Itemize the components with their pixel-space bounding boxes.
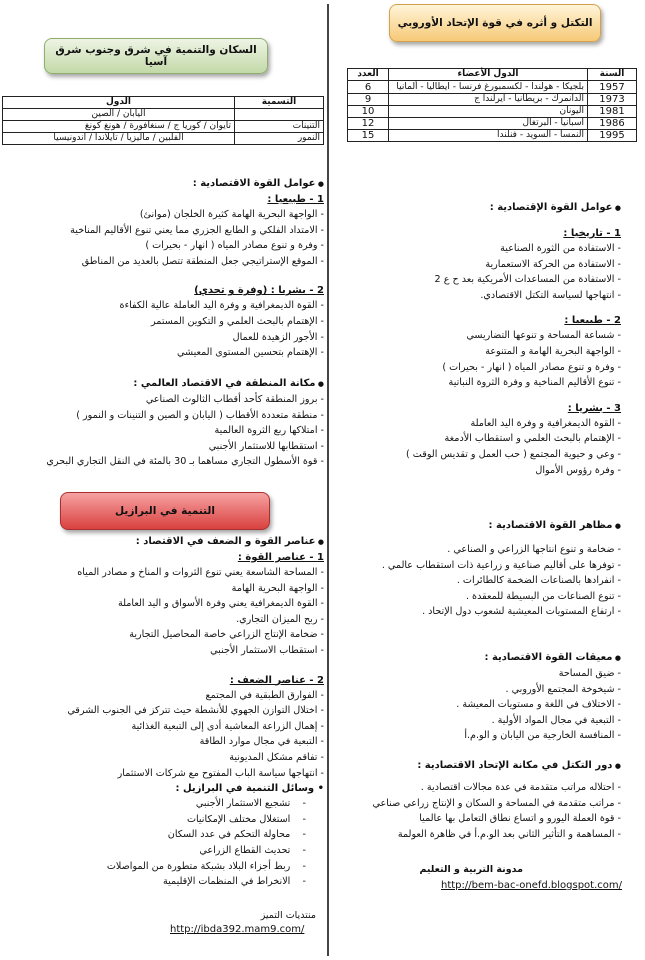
- list-item: - الامتداد الفلكي و الطابع الجزري مما يعني تنوع الأقاليم المناخية: [4, 223, 324, 239]
- list-item: - منطقة متعددة الأقطاب ( اليابان و الصين و التنينات و النمور ): [4, 408, 324, 424]
- year-cell: 1995: [588, 130, 637, 142]
- count-cell: 15: [348, 130, 389, 142]
- list-item: - المنافسة الخارجية من اليابان و الو.م.أ: [331, 728, 621, 744]
- countries-cell: الفلبين / ماليزيا / تايلاندا / اندونيسيا: [3, 133, 235, 145]
- asia-position-title: ● مكانة المنطقة في الاقتصاد العالمي :: [4, 376, 324, 392]
- asia-factors: [4, 176, 324, 361]
- list-item: - الإهتمام بالبحث العلمي و التكوين المستمر: [4, 314, 324, 330]
- list-item: - القوة الديمغرافية يعني وفرة الأسواق و اليد العاملة: [4, 596, 324, 612]
- members-cell: الدانمرك - بريطانيا - ايرلندا ج: [389, 94, 588, 106]
- countries-cell: اليابان / الصين: [3, 109, 235, 121]
- table-header: التسمية: [235, 97, 324, 109]
- list-item: - تحديث القطاع الزراعي: [4, 843, 306, 859]
- asia-section-title: السكان والتنمية في شرق وجنوب شرق آسيا: [44, 38, 268, 74]
- brazil-elements-title: ● عناصر القوة و الضعف في الاقتصاد :: [4, 534, 324, 550]
- list-item: - محاولة التحكم في عدد السكان: [4, 827, 306, 843]
- list-item: - الواجهة البحرية الهامة: [4, 581, 324, 597]
- table-header: العدد: [348, 69, 389, 81]
- list-item: - الاستفادة من الثورة الصناعية: [331, 241, 621, 257]
- count-cell: 12: [348, 118, 389, 130]
- list-item: - الانخراط في المنظمات الإقليمية: [4, 874, 306, 890]
- brazil-elements: [4, 534, 324, 890]
- list-item: - الواجهة البحرية الهامة و المتنوعة: [331, 344, 621, 360]
- name-cell: النمور: [235, 133, 324, 145]
- table-header: الدول الأعضاء: [389, 69, 588, 81]
- list-item: - انتهاجها لسياسة التكتل الاقتصادي.: [331, 288, 621, 304]
- eu-source-link[interactable]: http://bem-bac-onefd.blogspot.com/: [441, 880, 623, 891]
- eu-role: [331, 758, 621, 842]
- eu-factors: [331, 200, 621, 478]
- brazil-weakness-title: 2 - عناصر الضعف :: [229, 674, 324, 686]
- table-row: [3, 109, 324, 121]
- list-item: - الفوارق الطبقية في المجتمع: [4, 688, 324, 704]
- list-item: - القوة الديمغرافية و وفرة اليد العاملة: [331, 416, 621, 432]
- asia-factors-title: ● عوامل القوة الاقتصادية :: [4, 176, 324, 192]
- list-item: - استقطاب الاستثمار الأجنبي: [4, 643, 324, 659]
- count-cell: 10: [348, 106, 389, 118]
- list-item: - القوة الديمغرافية و وفرة اليد العاملة عالية الكفاءة: [4, 298, 324, 314]
- list-item: - تنوع الصناعات من البسيطة للمعقدة .: [331, 589, 621, 605]
- list-item: - الإهتمام بالبحث العلمي و استقطاب الأدمغة: [331, 431, 621, 447]
- countries-cell: تايوان / كوريا ج / سنغافورة / هونغ كونغ: [3, 121, 235, 133]
- list-item: - الاختلاف في اللغة و مستويات المعيشة .: [331, 697, 621, 713]
- list-item: - انتهاجها سياسة الباب المفتوح مع شركات الاستثمار: [4, 766, 324, 782]
- count-cell: 9: [348, 94, 389, 106]
- brazil-strength-title: 1 - عناصر القوة :: [237, 552, 324, 563]
- members-cell: بلجيكا - هولندا - لكسمبورغ فرنسا - ايطاليا - ألمانيا: [389, 81, 588, 94]
- table-header: الدول: [3, 97, 235, 109]
- list-item: - وفرة رؤوس الأموال: [331, 463, 621, 479]
- list-item: - ربط أجزاء البلاد بشبكة متطورة من المواصلات: [4, 859, 306, 875]
- list-item: - المساهمة و التأثير الثاني بعد الو.م.أ في ظاهرة العولمة: [331, 827, 621, 843]
- list-item: - مراتب متقدمة في المساحة و السكان و الإنتاج زراعي صناعي: [331, 796, 621, 812]
- list-item: - احتلاله مراتب متقدمة في عدة مجالات اقتصادية .: [331, 780, 621, 796]
- list-item: - إهمال الزراعة المعاشية أدى إلى التبعية الغذائية: [4, 719, 324, 735]
- list-item: - ضخامة الإنتاج الزراعي خاصة المحاصيل التجارية: [4, 627, 324, 643]
- asia-natural-title: 1 - طبيعيا :: [267, 194, 324, 205]
- list-item: - الواجهة البحرية الهامة كثيرة الخلجان (موانئ): [4, 207, 324, 223]
- list-item: - تشجيع الاستثمار الأجنبي: [4, 796, 306, 812]
- name-cell: التنينات: [235, 121, 324, 133]
- year-cell: 1973: [588, 94, 637, 106]
- list-item: - تنوع الأقاليم المناخية و وفرة الثروة النباتية: [331, 375, 621, 391]
- table-row: [348, 130, 637, 142]
- list-item: - استغلال مختلف الإمكانيات: [4, 812, 306, 828]
- eu-obstacles-title: ● معيقات القوة الاقتصادية :: [331, 650, 621, 666]
- asia-brazil-column: [2, 0, 324, 960]
- eu-historical-title: 1 - تاريخيا :: [563, 228, 621, 239]
- members-cell: اليونان: [389, 106, 588, 118]
- list-item: - الموقع الإستراتيجي جعل المنطقة تتصل بالعديد من المناطق: [4, 254, 324, 270]
- eu-human-title: 3 - بشريا :: [567, 402, 621, 414]
- list-item: - قوة الأسطول التجاري مساهما بـ 30 بالمئة في النقل التجاري البحري: [4, 454, 324, 470]
- table-row: [3, 133, 324, 145]
- column-divider: [327, 4, 329, 956]
- table-row: [348, 94, 637, 106]
- list-item: - الاستفادة من الحركة الاستعمارية: [331, 257, 621, 273]
- list-item: - اختلال التوازن الجهوي للأنشطة حيث تتركز في الجنوب الشرقي: [4, 703, 324, 719]
- brazil-section-title: التنمية في البرازيل: [60, 492, 270, 530]
- eu-natural-title: 2 - طبيعيا :: [564, 315, 621, 327]
- list-item: - وفرة و تنوع مصادر المياه ( انهار - بحيرات ): [331, 360, 621, 376]
- brazil-source: منتديات التميز: [260, 910, 316, 921]
- list-item: - ضخامة و تنوع انتاجها الزراعي و الصناعي .: [331, 542, 621, 558]
- table-header: السنة: [588, 69, 637, 81]
- eu-source: مدونة التربية و التعليم: [419, 864, 523, 875]
- list-item: - وعي و حيوية المجتمع ( حب العمل و تقديس الوقت ): [331, 447, 621, 463]
- eu-members-table: [347, 68, 637, 142]
- table-row: [3, 121, 324, 133]
- table-row: [348, 81, 637, 94]
- list-item: - وفرة و تنوع مصادر المياه ( انهار - بحيرات ): [4, 238, 324, 254]
- eu-role-title: ● دور التكتل في مكانة الإتحاد الاقتصادية :: [331, 758, 621, 774]
- members-cell: اسبانيا - البرتغال: [389, 118, 588, 130]
- list-item: - شساعة المساحة و تنوعها التضاريسي: [331, 328, 621, 344]
- list-item: - قوة العملة اليورو و اتساع نطاق التعامل بها عالميا: [331, 811, 621, 827]
- brazil-source-link[interactable]: http://ibda392.mam9.com/: [170, 924, 305, 935]
- count-cell: 6: [348, 81, 389, 94]
- eu-manifest-title: ● مظاهر القوة الاقتصادية :: [331, 518, 621, 534]
- asia-human-title: 2 - بشريا : (وفرة و تحدي): [194, 285, 324, 297]
- eu-factors-title: ● عوامل القوة الإقتصادية :: [331, 200, 621, 216]
- list-item: - ارتفاع المستويات المعيشية لشعوب دول الإتحاد .: [331, 604, 621, 620]
- list-item: - بروز المنطقة كأحد أقطاب الثالوث الصناعي: [4, 392, 324, 408]
- list-item: - الإهتمام بتحسين المستوى المعيشي: [4, 345, 324, 361]
- list-item: - توفرها على أقاليم صناعية و زراعية ذات استقطاب عالمي .: [331, 558, 621, 574]
- list-item: - الاستفادة من المساعدات الأمريكية بعد ح ع 2: [331, 272, 621, 288]
- name-cell: [235, 109, 324, 121]
- list-item: - انفرادها بالصناعات الضخمة كالطائرات .: [331, 573, 621, 589]
- list-item: - استقطابها للاستثمار الأجنبي: [4, 439, 324, 455]
- table-row: [348, 118, 637, 130]
- members-cell: النمسا - السويد - فنلندا: [389, 130, 588, 142]
- eu-section-title: التكتل و أثره في قوة الإتحاد الأوروبي: [389, 4, 601, 42]
- table-row: [348, 106, 637, 118]
- list-item: - التبعية في مجال موارد الطاقة: [4, 734, 324, 750]
- year-cell: 1986: [588, 118, 637, 130]
- list-item: - التبعية في مجال المواد الأولية .: [331, 713, 621, 729]
- list-item: - ضيق المساحة: [331, 666, 621, 682]
- list-item: - ربح الميزان التجاري.: [4, 612, 324, 628]
- list-item: - امتلاكها ربع الثروة العالمية: [4, 423, 324, 439]
- list-item: - الأجور الزهيدة للعمال: [4, 330, 324, 346]
- year-cell: 1981: [588, 106, 637, 118]
- eu-column: [333, 0, 641, 960]
- list-item: - شيخوخة المجتمع الأوروبي .: [331, 682, 621, 698]
- asia-table: [2, 96, 324, 145]
- list-item: - المساحة الشاسعة يعني تنوع الثروات و المناخ و مصادر المياه: [4, 565, 324, 581]
- list-item: - تفاقم مشكل المديونية: [4, 750, 324, 766]
- eu-obstacles: [331, 650, 621, 744]
- year-cell: 1957: [588, 81, 637, 94]
- eu-manifest: [331, 518, 621, 620]
- brazil-means-title: • وسائل التنمية في البرازيل :: [4, 781, 324, 796]
- asia-position: [4, 376, 324, 470]
